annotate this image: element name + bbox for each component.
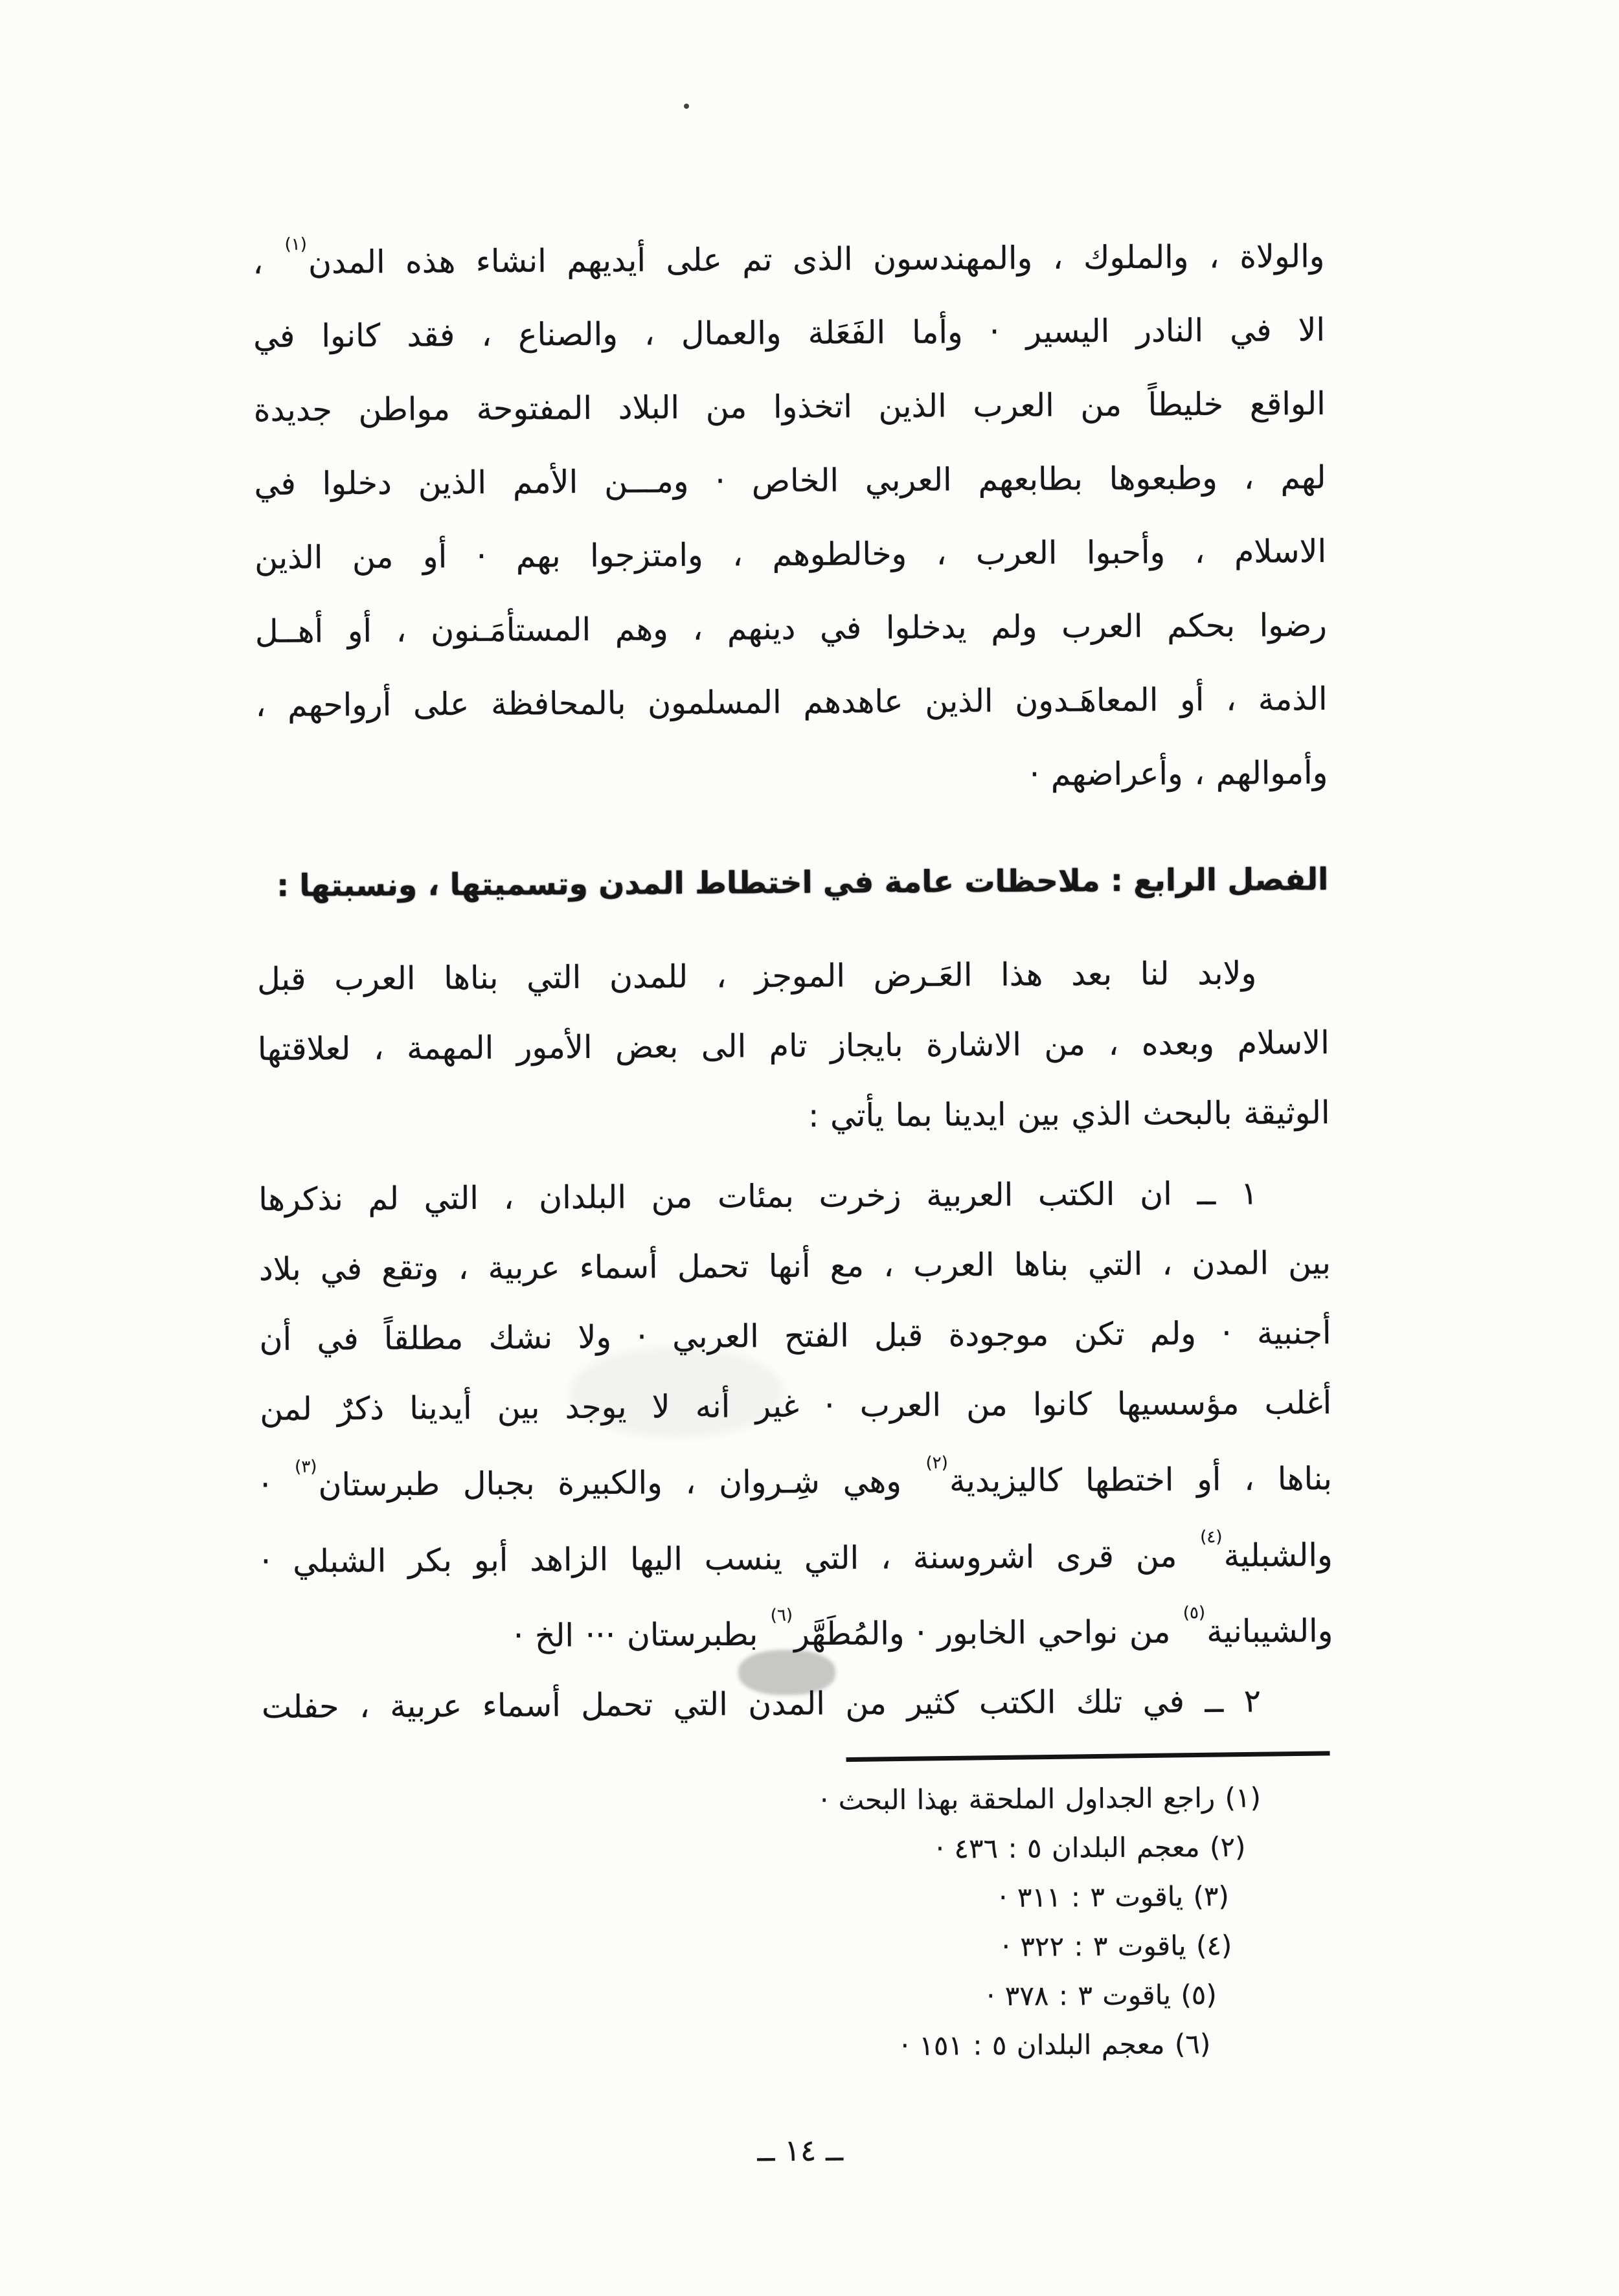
text-line: والشيبانية$^{(٥)}$ من نواحي الخابور · والمُطَهَّر$^{(٦)}$ بطبرستان ··· الخ · xyxy=(513,1603,1333,1654)
text-line: الذمة ، أو المعاهَـدون الذين عاهدهم المسلمون بالمحافظة على أرواحهم ، xyxy=(255,681,1328,725)
footnotes-list xyxy=(262,1773,1336,2075)
text-line: الواقع خليطاً من العرب الذين اتخذوا من البلاد المفتوحة مواطن جديدة xyxy=(253,385,1326,429)
text-line: أغلب مؤسسيها كانوا من العرب · غير أنه لا يوجد بين أيدينا ذكرٌ لمن xyxy=(260,1384,1332,1428)
text-line: الا في النادر اليسير · وأما الفَعَلة والعمال ، والصناع ، فقد كانوا في xyxy=(253,311,1326,355)
text-line: وأموالهم ، وأعراضهم · xyxy=(1029,754,1328,794)
footnote-reference: (١) xyxy=(284,234,307,254)
footnote-reference: (٤) xyxy=(1200,1527,1223,1548)
main-text-block xyxy=(253,214,1336,2173)
text-line: الوثيقة بالبحث الذي بين ايدينا بما يأتي : xyxy=(808,1094,1330,1135)
text-line: (١) راجع الجداول الملحقة بهذا البحث · xyxy=(819,1781,1262,1817)
text-line: ولابد لنا بعد هذا العَـرض الموجز ، للمدن التي بناها العرب قبل xyxy=(257,954,1257,998)
text-line: أجنبية · ولم تكن موجودة قبل الفتح العربي · ولا نشك مطلقاً في أن xyxy=(259,1314,1331,1358)
text-line: والولاة ، والملوك ، والمهندسون الذى تم على أيديهم انشاء هذه المدن$^{(١)}$ ، xyxy=(253,234,1325,282)
footnote-reference: (٢) xyxy=(925,1453,948,1473)
text-line: بين المدن ، التي بناها العرب ، مع أنها تحمل أسماء عربية ، وتقع في بلاد xyxy=(258,1244,1331,1289)
text-line: (٢) معجم البلدان ٥ : ٤٣٦ · xyxy=(935,1831,1246,1865)
text-line: (٦) معجم البلدان ٥ : ١٥١ · xyxy=(900,2028,1211,2062)
text-line: (٥) ياقوت ٣ : ٣٧٨ · xyxy=(986,1979,1217,2012)
scan-speck xyxy=(684,104,689,109)
footnote-reference: (٦) xyxy=(770,1606,793,1626)
footnote-reference: (٣) xyxy=(295,1457,317,1477)
text-line: لهم ، وطبعوها بطابعهم العربي الخاص · ومـــن الأمم الذين دخلوا في xyxy=(254,459,1326,503)
text-line: ٢ ــ في تلك الكتب كثير من المدن التي تحمل أسماء عربية ، حفلت xyxy=(261,1682,1262,1726)
page-number: ــ ١٤ ــ xyxy=(757,2132,844,2168)
text-line: الاسلام وبعده ، من الاشارة بايجاز تام الى بعض الأمور المهمة ، لعلاقتها xyxy=(257,1024,1330,1068)
text-line: بناها ، أو اختطها كاليزيدية$^{(٢)}$ وهي شِـروان ، والكبيرة بجبال طبرستان$^{(٣)}$ · xyxy=(260,1453,1333,1504)
numbered-item-1 xyxy=(258,1158,1333,1672)
intro-paragraph xyxy=(257,938,1330,1154)
text-line: ١ ــ ان الكتب العربية زخرت بمئات من البلدان ، التي لم نذكرها xyxy=(258,1175,1258,1219)
numbered-item-2 xyxy=(262,1666,1334,1742)
paragraph-continuation xyxy=(253,214,1328,816)
text-line: والشبلية$^{(٤)}$ من قرى اشروسنة ، التي ينسب اليها الزاهد أبو بكر الشبلي · xyxy=(260,1527,1333,1580)
text-line: رضوا بحكم العرب ولم يدخلوا في دينهم ، وهم المستأمَـنون ، أو أهــل xyxy=(255,607,1328,651)
chapter-heading: الفصل الرابع : ملاحظات عامة في اختطاط المدن وتسميتها ، ونسبتها : xyxy=(277,862,1329,905)
text-line: (٤) ياقوت ٣ : ٣٢٢ · xyxy=(1001,1930,1232,1963)
footnote-separator-rule xyxy=(846,1751,1330,1762)
footnote-reference: (٥) xyxy=(1183,1603,1206,1623)
text-line: الاسلام ، وأحبوا العرب ، وخالطوهم ، وامتزجوا بهم · أو من الذين xyxy=(255,533,1327,577)
text-line: (٣) ياقوت ٣ : ٣١١ · xyxy=(999,1880,1230,1914)
